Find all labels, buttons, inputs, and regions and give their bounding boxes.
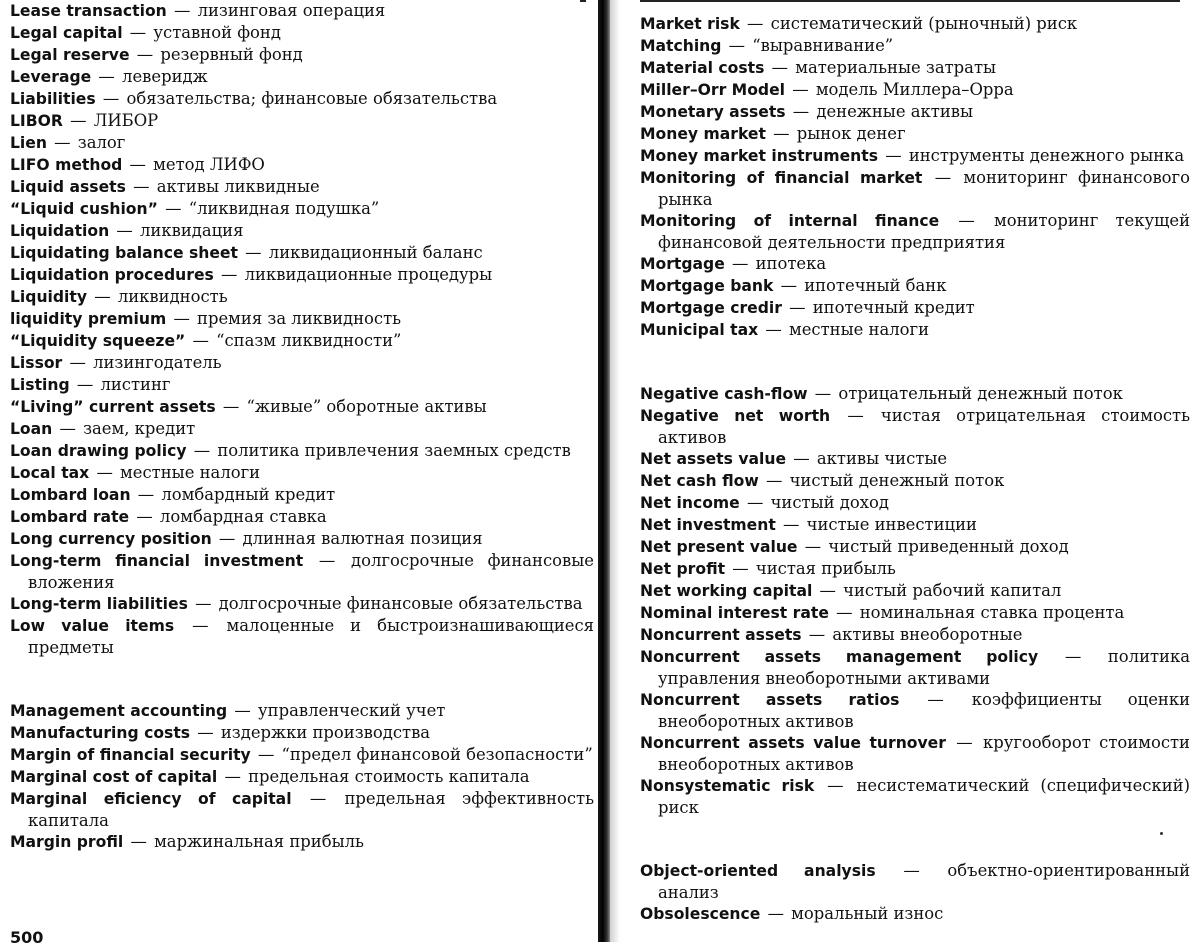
entry-term: Legal reserve xyxy=(10,46,130,64)
glossary-entry xyxy=(10,396,594,418)
entry-term: Leverage xyxy=(10,68,92,86)
entry-dash: — xyxy=(189,594,217,613)
entry-dash: — xyxy=(48,133,76,152)
entry-term: Legal capital xyxy=(10,24,123,42)
glossary-entry xyxy=(640,297,1190,319)
glossary-entry xyxy=(10,44,594,66)
entry-definition: отрицательный денежный поток xyxy=(838,384,1123,403)
entry-term: Margin of financial security xyxy=(10,746,251,764)
entry-dash: — xyxy=(723,36,751,55)
entry-definition: активы чистые xyxy=(816,449,948,468)
entry-term: Long-term financial investment xyxy=(10,552,304,570)
entry-term: Noncurrent assets ratios xyxy=(640,691,900,709)
entry-term: Liabilities xyxy=(10,90,96,108)
entry-term: Noncurrent assets xyxy=(640,626,802,644)
glossary-entry xyxy=(640,470,1190,492)
glossary-entry xyxy=(10,528,594,550)
entry-definition: залог xyxy=(77,133,126,152)
entry-definition: объектно-ориентированный анализ xyxy=(658,861,1191,902)
entry-term: Liquidating balance sheet xyxy=(10,244,238,262)
entry-term: Net income xyxy=(640,494,740,512)
entry-term: Net investment xyxy=(640,516,776,534)
glossary-entry xyxy=(10,506,594,528)
entry-definition: рынок денег xyxy=(796,124,906,143)
entry-definition: чистый рабочий капитал xyxy=(843,581,1062,600)
glossary-entry xyxy=(10,352,594,374)
section-gap xyxy=(640,818,1190,860)
entry-term: Noncurrent assets value turnover xyxy=(640,734,946,752)
glossary-entry xyxy=(10,66,594,88)
entry-definition: чистая прибыль xyxy=(755,559,896,578)
entry-definition: “выравнивание” xyxy=(752,36,894,55)
entry-dash: — xyxy=(809,384,837,403)
entry-term: Mortgage credir xyxy=(640,299,782,317)
entry-dash: — xyxy=(760,320,787,339)
entry-dash: — xyxy=(64,111,92,130)
entry-term: Long-term liabilities xyxy=(10,595,188,613)
right-entries xyxy=(640,0,1190,925)
entry-term: Net profit xyxy=(640,560,726,578)
glossary-entry xyxy=(10,788,594,831)
entry-term: Net cash flow xyxy=(640,472,759,490)
entry-term: LIBOR xyxy=(10,112,63,130)
entry-dash: — xyxy=(941,211,992,230)
entry-term: Margin profil xyxy=(10,833,124,851)
entry-term: Manufacturing costs xyxy=(10,724,191,742)
entry-term: Mortgage xyxy=(640,255,725,273)
entry-term: Lombard loan xyxy=(10,486,131,504)
entry-dash: — xyxy=(901,690,970,709)
entry-dash: — xyxy=(783,298,811,317)
entry-definition: чистый доход xyxy=(770,493,889,512)
glossary-entry xyxy=(10,176,594,198)
glossary-entry xyxy=(10,418,594,440)
section-gap xyxy=(640,341,1190,383)
glossary-entry xyxy=(10,831,594,853)
entry-dash: — xyxy=(229,701,257,720)
entry-definition: уставной фонд xyxy=(153,23,281,42)
entry-definition: местные налоги xyxy=(788,320,930,339)
glossary-entry xyxy=(640,903,1190,925)
entry-term: Monitoring of financial market xyxy=(640,169,923,187)
entry-definition: моральный износ xyxy=(791,904,944,923)
entry-term: Lease transaction xyxy=(10,2,167,20)
entry-dash: — xyxy=(176,616,225,635)
glossary-entry xyxy=(640,145,1190,167)
entry-definition: чистые инвестиции xyxy=(806,515,977,534)
entry-dash: — xyxy=(97,89,125,108)
entry-term: Municipal tax xyxy=(640,321,759,339)
glossary-entry xyxy=(10,286,594,308)
entry-definition: управленческий учет xyxy=(258,701,446,720)
left-entries xyxy=(10,0,594,853)
glossary-entry xyxy=(10,0,594,22)
entry-dash: — xyxy=(775,276,803,295)
glossary-entry xyxy=(640,123,1190,145)
glossary-entry xyxy=(640,167,1190,210)
glossary-entry xyxy=(640,79,1190,101)
entry-definition: чистый денежный поток xyxy=(789,471,1005,490)
entry-dash: — xyxy=(767,124,795,143)
entry-term: Marginal eficiency of capital xyxy=(10,790,292,808)
glossary-entry xyxy=(640,514,1190,536)
entry-term: Liquidation procedures xyxy=(10,266,214,284)
entry-dash: — xyxy=(816,776,855,795)
entry-definition: несистематический (специфический) риск xyxy=(658,776,1190,817)
entry-dash: — xyxy=(219,767,247,786)
entry-definition: кругооборот стоимости внеоборотных активов xyxy=(658,733,1190,774)
entry-definition: длинная валютная позиция xyxy=(242,529,483,548)
entry-dash: — xyxy=(131,507,158,526)
entry-dash: — xyxy=(1040,647,1106,666)
entry-definition: ломбардная ставка xyxy=(159,507,327,526)
entry-dash: — xyxy=(188,441,216,460)
entry-dash: — xyxy=(830,603,858,622)
entry-term: Negative cash-flow xyxy=(640,385,808,403)
entry-dash: — xyxy=(125,832,153,851)
entry-definition: модель Миллера–Орра xyxy=(815,80,1014,99)
entry-definition: долгосрочные финансовые вложения xyxy=(28,551,594,592)
entry-definition: долгосрочные финансовые обязательства xyxy=(218,594,583,613)
entry-dash: — xyxy=(787,80,814,99)
entry-term: Material costs xyxy=(640,59,765,77)
entry-definition: политика привлечения заемных средств xyxy=(217,441,571,460)
entry-term: Money market instruments xyxy=(640,147,879,165)
entry-term: liquidity premium xyxy=(10,310,167,328)
entry-definition: “спазм ликвидности” xyxy=(216,331,402,350)
entry-definition: материальные затраты xyxy=(795,58,997,77)
entry-definition: чистый приведенный доход xyxy=(828,537,1069,556)
entry-term: Net assets value xyxy=(640,450,787,468)
entry-definition: мониторинг финансового рынка xyxy=(658,168,1190,209)
entry-term: Nonsystematic risk xyxy=(640,777,815,795)
glossary-entry xyxy=(10,110,594,132)
glossary-entry xyxy=(640,775,1190,818)
entry-dash: — xyxy=(947,733,981,752)
entry-definition: предельная стоимость капитала xyxy=(248,767,530,786)
glossary-entry xyxy=(10,593,594,615)
glossary-entry xyxy=(640,558,1190,580)
entry-dash: — xyxy=(814,581,842,600)
left-column xyxy=(10,0,594,853)
entry-dash: — xyxy=(168,309,196,328)
entry-term: Long currency position xyxy=(10,530,212,548)
entry-definition: ипотечный кредит xyxy=(812,298,975,317)
entry-definition: денежные активы xyxy=(816,102,974,121)
glossary-entry xyxy=(10,550,594,593)
glossary-entry xyxy=(10,722,594,744)
entry-term: Liquidation xyxy=(10,222,110,240)
entry-dash: — xyxy=(159,199,187,218)
entry-term: Negative net worth xyxy=(640,407,831,425)
entry-definition: “предел финансовой безопасности” xyxy=(281,745,593,764)
entry-definition: политика управления внеоборотными активами xyxy=(658,647,1190,688)
entry-dash: — xyxy=(239,243,267,262)
glossary-entry xyxy=(640,210,1190,253)
glossary-entry xyxy=(640,253,1190,275)
entry-definition: леверидж xyxy=(122,67,208,86)
entry-dash: — xyxy=(787,102,815,121)
glossary-entry xyxy=(640,275,1190,297)
entry-definition: активы внеоборотные xyxy=(832,625,1023,644)
entry-definition: инструменты денежного рынка xyxy=(908,146,1185,165)
glossary-entry xyxy=(10,330,594,352)
entry-dash: — xyxy=(741,14,769,33)
glossary-entry xyxy=(640,319,1190,341)
entry-dash: — xyxy=(127,177,155,196)
right-column xyxy=(640,0,1190,925)
entry-dash: — xyxy=(777,515,805,534)
entry-definition: ипотечный банк xyxy=(804,276,947,295)
entry-term: LIFO method xyxy=(10,156,123,174)
glossary-entry xyxy=(10,744,594,766)
entry-term: Low value items xyxy=(10,617,175,635)
glossary-entry xyxy=(10,22,594,44)
entry-definition: мониторинг текущей финансовой деятельности предприятия xyxy=(658,211,1191,252)
entry-dash: — xyxy=(727,559,754,578)
entry-dash: — xyxy=(131,45,159,64)
entry-term: Local tax xyxy=(10,464,90,482)
glossary-entry xyxy=(640,35,1190,57)
entry-dash: — xyxy=(252,745,280,764)
glossary-entry xyxy=(10,484,594,506)
entry-dash: — xyxy=(168,1,196,20)
entry-definition: “живые” оборотные активы xyxy=(246,397,487,416)
entry-definition: ипотека xyxy=(755,254,827,273)
glossary-entry xyxy=(640,646,1190,689)
entry-dash: — xyxy=(832,406,879,425)
entry-definition: активы ликвидные xyxy=(156,177,320,196)
entry-definition: номинальная ставка процента xyxy=(859,603,1125,622)
entry-term: Liquidity xyxy=(10,288,88,306)
entry-definition: чистая отрицательная стоимость активов xyxy=(658,406,1190,447)
entry-term: Miller–Orr Model xyxy=(640,81,785,99)
entry-dash: — xyxy=(760,471,788,490)
glossary-entry xyxy=(640,492,1190,514)
entry-definition: предельная эффективность капитала xyxy=(28,789,594,830)
entry-dash: — xyxy=(305,551,350,570)
entry-dash: — xyxy=(71,375,99,394)
entry-term: Net present value xyxy=(640,538,798,556)
entry-dash: — xyxy=(766,58,794,77)
entry-dash: — xyxy=(91,463,119,482)
entry-term: Market risk xyxy=(640,15,740,33)
entry-dash: — xyxy=(788,449,815,468)
entry-definition: “ликвидная подушка” xyxy=(188,199,380,218)
entry-term: Loan xyxy=(10,420,53,438)
entry-term: Monetary assets xyxy=(640,103,786,121)
entry-dash: — xyxy=(213,529,241,548)
entry-term: Object-oriented analysis xyxy=(640,862,876,880)
glossary-entry xyxy=(640,732,1190,775)
glossary-entry xyxy=(10,700,594,722)
gutter-shadow xyxy=(610,0,620,942)
entry-definition: систематический (рыночный) риск xyxy=(770,14,1078,33)
entry-dash: — xyxy=(803,625,831,644)
entry-dash: — xyxy=(741,493,769,512)
glossary-entry xyxy=(10,766,594,788)
entry-definition: обязательства; финансовые обязательства xyxy=(126,89,498,108)
entry-dash: — xyxy=(93,67,121,86)
glossary-entry xyxy=(640,580,1190,602)
entry-term: Obsolescence xyxy=(640,905,761,923)
entry-dash: — xyxy=(924,168,962,187)
glossary-entry xyxy=(640,13,1190,35)
entry-term: Lien xyxy=(10,134,47,152)
entry-definition: маржинальная прибыль xyxy=(154,832,364,851)
entry-term: Monitoring of internal finance xyxy=(640,212,940,230)
entry-definition: метод ЛИФО xyxy=(153,155,265,174)
glossary-entry xyxy=(10,154,594,176)
entry-definition: лизингодатель xyxy=(93,353,222,372)
entry-term: Listing xyxy=(10,376,70,394)
entry-definition: ликвидационные процедуры xyxy=(244,265,493,284)
entry-term: “Liquid cushion” xyxy=(10,200,158,218)
entry-dash: — xyxy=(192,723,219,742)
glossary-entry xyxy=(640,602,1190,624)
glossary-entry xyxy=(10,462,594,484)
glossary-entry xyxy=(10,132,594,154)
entry-definition: местные налоги xyxy=(120,463,261,482)
entry-definition: коэффициенты оценки внеоборотных активов xyxy=(658,690,1190,731)
glossary-entry xyxy=(10,440,594,462)
entry-dash: — xyxy=(89,287,116,306)
entry-dash: — xyxy=(215,265,243,284)
entry-term: Money market xyxy=(640,125,766,143)
glossary-entry xyxy=(10,374,594,396)
entry-definition: ликвидационный баланс xyxy=(268,243,483,262)
entry-dash: — xyxy=(762,904,790,923)
entry-definition: резервный фонд xyxy=(160,45,303,64)
glossary-entry xyxy=(10,88,594,110)
glossary-entry xyxy=(10,264,594,286)
glossary-entry xyxy=(10,615,594,658)
page-number: 500 xyxy=(10,928,44,947)
entry-definition: премия за ликвидность xyxy=(197,309,402,328)
entry-dash: — xyxy=(54,419,82,438)
entry-definition: ЛИБОР xyxy=(93,111,159,130)
glossary-entry xyxy=(10,242,594,264)
entry-dash: — xyxy=(293,789,343,808)
entry-definition: ликвидация xyxy=(140,221,244,240)
entry-definition: ликвидность xyxy=(117,287,228,306)
glossary-entry xyxy=(10,220,594,242)
entry-dash: — xyxy=(111,221,139,240)
entry-definition: заем, кредит xyxy=(83,419,196,438)
entry-dash: — xyxy=(132,485,160,504)
glossary-entry xyxy=(640,101,1190,123)
entry-term: Nominal interest rate xyxy=(640,604,829,622)
glossary-entry xyxy=(10,308,594,330)
glossary-entry xyxy=(640,689,1190,732)
entry-term: Loan drawing policy xyxy=(10,442,187,460)
entry-definition: лизинговая операция xyxy=(197,1,386,20)
entry-term: Liquid assets xyxy=(10,178,126,196)
scan-speck xyxy=(1160,832,1163,835)
entry-dash: — xyxy=(124,23,152,42)
glossary-entry xyxy=(640,383,1190,405)
entry-definition: издержки производства xyxy=(220,723,431,742)
entry-term: Management accounting xyxy=(10,702,228,720)
entry-dash: — xyxy=(217,397,245,416)
book-gutter xyxy=(598,0,610,942)
entry-term: Lombard rate xyxy=(10,508,130,526)
entry-term: Mortgage bank xyxy=(640,277,774,295)
glossary-entry xyxy=(640,448,1190,470)
entry-definition: листинг xyxy=(100,375,171,394)
glossary-entry xyxy=(640,405,1190,448)
entry-term: Net working capital xyxy=(640,582,813,600)
glossary-entry xyxy=(640,57,1190,79)
entry-term: Matching xyxy=(640,37,722,55)
entry-dash: — xyxy=(187,331,215,350)
entry-term: Marginal cost of capital xyxy=(10,768,218,786)
entry-dash: — xyxy=(799,537,827,556)
entry-term: Lissor xyxy=(10,354,63,372)
entry-definition: малоценные и быстроизнашивающиеся предметы xyxy=(28,616,594,657)
entry-dash: — xyxy=(726,254,754,273)
glossary-entry xyxy=(10,198,594,220)
entry-dash: — xyxy=(124,155,152,174)
entry-term: “Liquidity squeeze” xyxy=(10,332,186,350)
glossary-entry xyxy=(640,624,1190,646)
entry-dash: — xyxy=(64,353,92,372)
glossary-entry xyxy=(640,860,1190,903)
entry-term: Noncurrent assets management policy xyxy=(640,648,1039,666)
entry-term: “Living” current assets xyxy=(10,398,216,416)
entry-dash: — xyxy=(880,146,907,165)
entry-dash: — xyxy=(877,861,946,880)
section-gap xyxy=(10,658,594,700)
glossary-entry xyxy=(640,536,1190,558)
entry-definition: ломбардный кредит xyxy=(161,485,336,504)
